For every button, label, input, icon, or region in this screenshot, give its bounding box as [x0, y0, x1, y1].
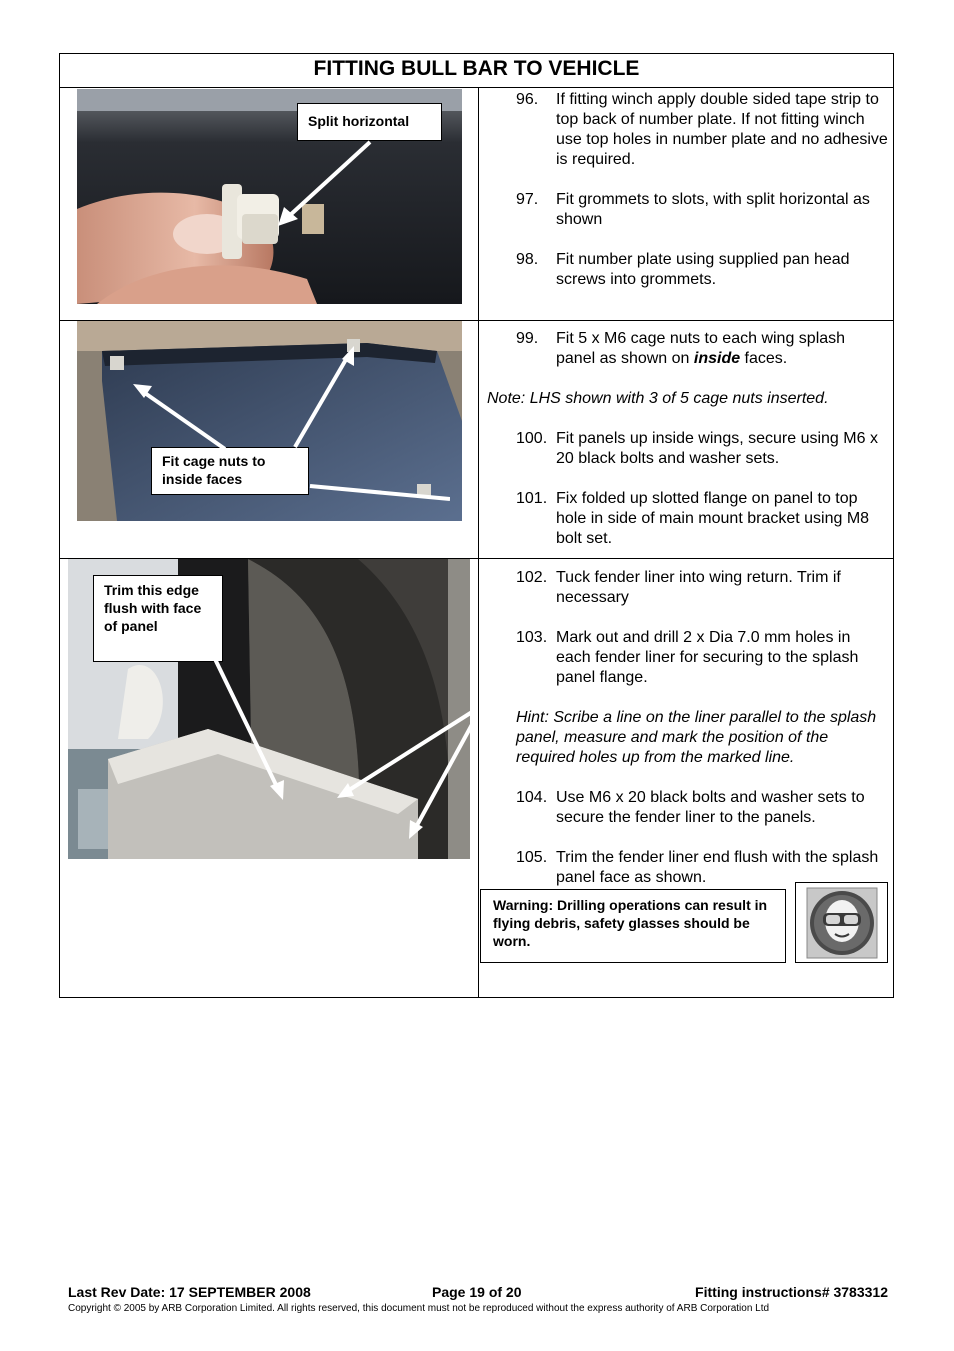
rev-date: Last Rev Date: 17 SEPTEMBER 2008	[68, 1284, 311, 1300]
copyright: Copyright © 2005 by ARB Corporation Limited. All rights reserved, this document must not be reproduced without the express authority of ARB Corporation Ltd	[68, 1303, 770, 1314]
page-footer	[68, 1284, 890, 1315]
note-lhs: Note: LHS shown with 3 of 5 cage nuts inserted.	[487, 390, 829, 407]
callout-cage-nuts: Fit cage nuts to inside faces	[151, 447, 309, 495]
warning-icon-box	[795, 882, 888, 963]
doc-number: Fitting instructions# 3783312	[695, 1284, 888, 1300]
pointer-arrow-icon	[270, 139, 385, 229]
pointer-arrows-liner-icon	[210, 654, 480, 844]
step-104: 104. Use M6 x 20 black bolts and washer sets to secure the fender liner to the panels.	[516, 789, 865, 826]
page-number: Page 19 of 20	[432, 1284, 522, 1300]
step-99: 99. Fit 5 x M6 cage nuts to each wing splash panel as shown on inside faces.	[516, 330, 846, 367]
column-divider	[478, 88, 479, 998]
step-101: 101. Fix folded up slotted flange on panel to top hole in side of main mount bracket using M8 bolt set.	[516, 490, 870, 547]
safety-glasses-icon	[806, 887, 878, 959]
steps-99-101	[487, 329, 887, 569]
step-98: 98. Fit number plate using supplied pan head screws into grommets.	[516, 251, 850, 288]
warning-box: Warning: Drilling operations can result in flying debris, safety glasses should be worn.	[480, 889, 786, 963]
footer-row	[68, 1284, 890, 1302]
step-96: 96. If fitting winch apply double sided tape strip to top back of number plate. If not fitting winch use top holes in number plate and no adhesive is required.	[516, 91, 888, 168]
steps-102-103	[516, 568, 888, 908]
step-105: 105. Trim the fender liner end flush with the splash panel face as shown.	[516, 849, 879, 886]
step-97: 97. Fit grommets to slots, with split horizontal as shown	[516, 191, 870, 228]
step-103: 103. Mark out and drill 2 x Dia 7.0 mm holes in each fender liner for securing to the splash panel flange.	[516, 629, 859, 686]
hint-scribe: Hint: Scribe a line on the liner parallel to the splash panel, measure and mark the position of the required holes up from the marked line.	[516, 709, 877, 766]
callout-trim-edge: Trim this edge flush with face of panel	[93, 575, 223, 662]
step-102: 102. Tuck fender liner into wing return. Trim if necessary	[516, 569, 841, 606]
pointer-arrows-icon	[120, 334, 450, 504]
callout-split-horizontal: Split horizontal	[297, 103, 442, 141]
step-100: 100. Fit panels up inside wings, secure using M6 x 20 black bolts and washer sets.	[516, 430, 878, 467]
instruction-table	[59, 53, 894, 998]
steps-96-98	[516, 90, 888, 310]
page-title: FITTING BULL BAR TO VEHICLE	[60, 54, 893, 88]
